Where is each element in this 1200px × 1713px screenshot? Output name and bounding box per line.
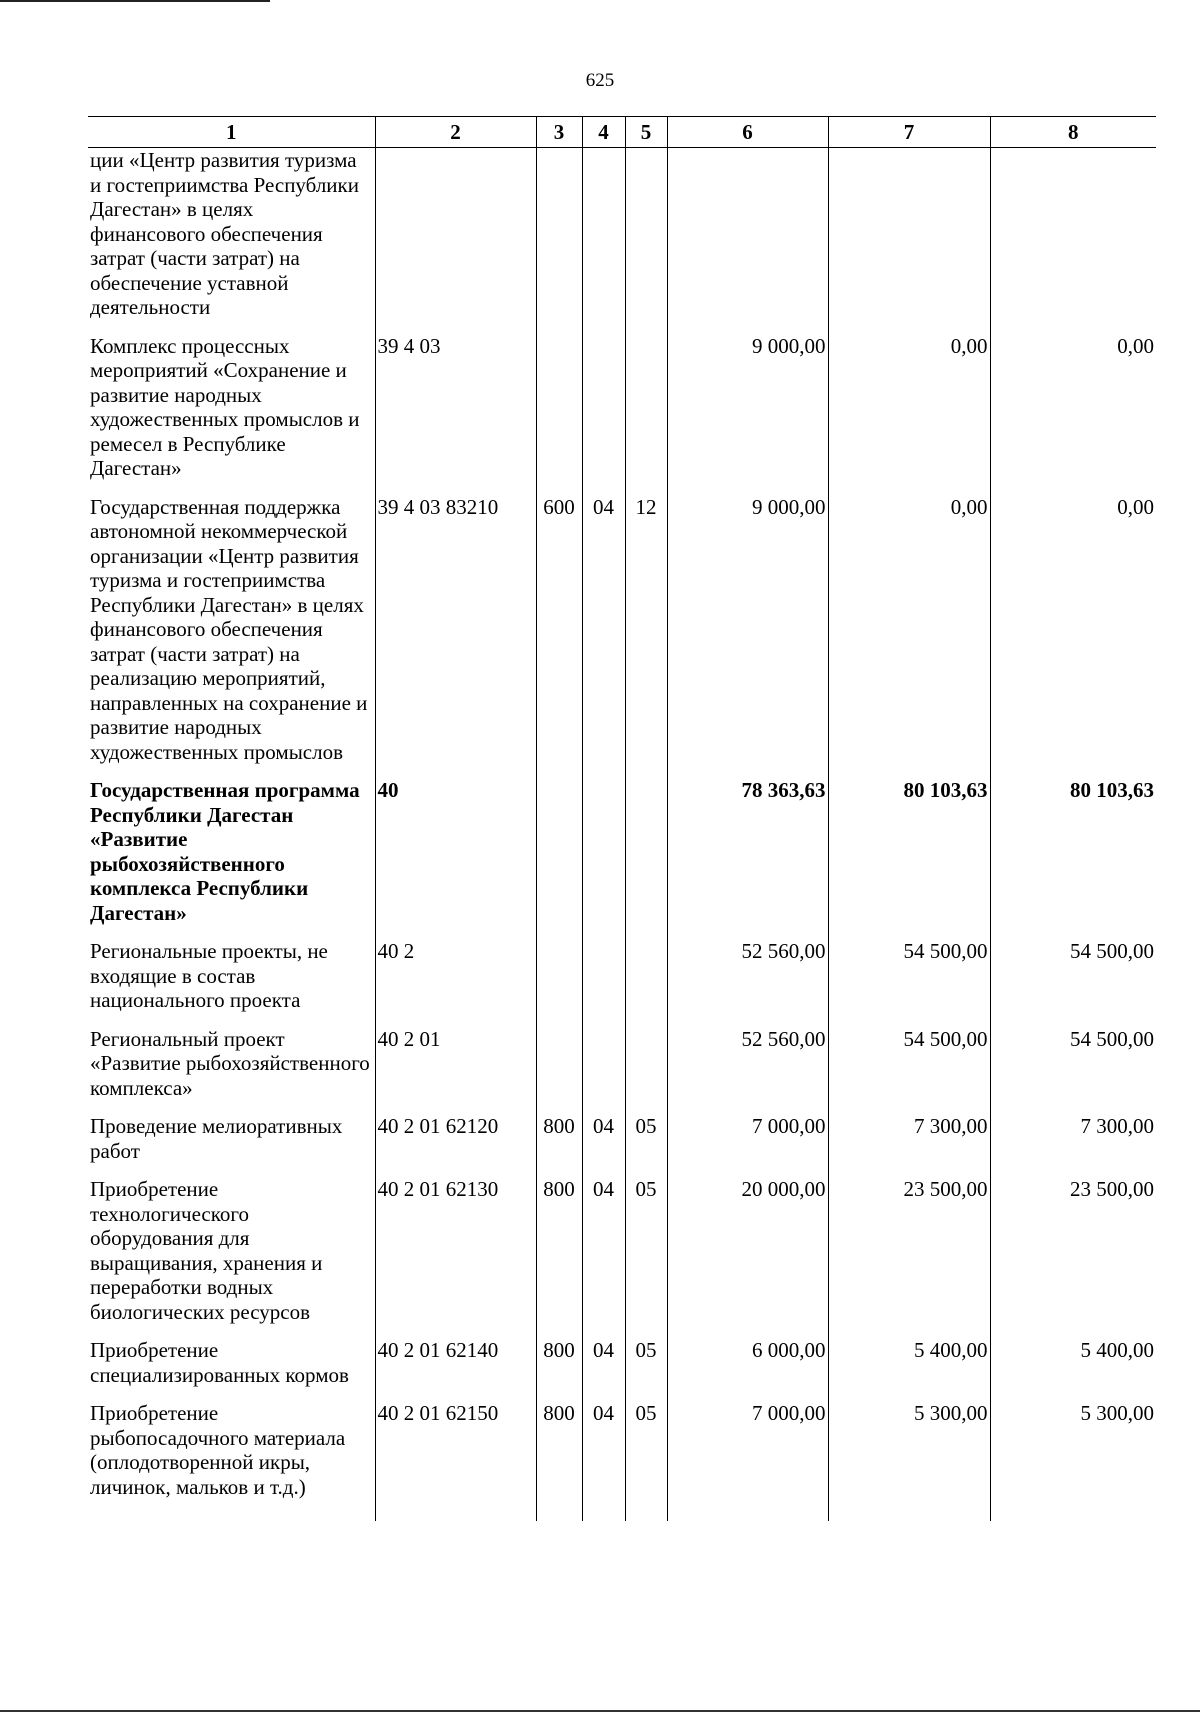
row-spacer [88,1163,1156,1177]
spacer-cell [990,925,1156,939]
row-code-cell: 40 2 01 [375,1027,536,1101]
row-value-7-cell: 0,00 [828,334,990,481]
row-c3-cell [536,334,582,481]
table-body [88,148,1156,1522]
spacer-cell [582,1324,625,1338]
spacer-cell [667,764,828,778]
row-value-6-cell: 9 000,00 [667,495,828,765]
spacer-cell [536,320,582,334]
spacer-cell [990,320,1156,334]
spacer-cell [828,320,990,334]
spacer-cell [667,320,828,334]
spacer-cell [375,1163,536,1177]
spacer-cell [828,481,990,495]
row-code-cell: 39 4 03 83210 [375,495,536,765]
scan-edge-bottom [0,1710,1200,1712]
row-value-7-cell: 7 300,00 [828,1114,990,1163]
spacer-cell [667,1387,828,1401]
spacer-cell [88,1387,375,1401]
table-row [88,1027,1156,1101]
row-c4-cell: 04 [582,495,625,765]
spacer-cell [375,1324,536,1338]
row-value-8-cell [990,148,1156,320]
row-value-7-cell: 54 500,00 [828,1027,990,1101]
spacer-cell [536,1013,582,1027]
table-row [88,1177,1156,1324]
spacer-cell [828,764,990,778]
spacer-cell [536,1324,582,1338]
column-header: 6 [667,117,828,148]
row-code-cell: 40 2 01 62130 [375,1177,536,1324]
row-value-7-cell: 80 103,63 [828,778,990,925]
spacer-cell [536,481,582,495]
row-name-cell: ции «Центр развития туризма и гостеприимства Республики Дагестан» в целях финансового обеспечения затрат (части затрат) на обеспечение уставной деятельности [90,148,359,319]
row-value-8-cell: 23 500,00 [990,1177,1156,1324]
row-value-8-cell: 0,00 [990,495,1156,765]
row-value-6-cell: 20 000,00 [667,1177,828,1324]
row-value-8-cell: 54 500,00 [990,939,1156,1013]
row-value-8-cell: 5 400,00 [990,1338,1156,1387]
spacer-cell [828,1013,990,1027]
row-name-cell: Региональный проект «Развитие рыбохозяйственного комплекса» [90,1026,370,1100]
spacer-cell [625,1100,667,1114]
row-spacer [88,1324,1156,1338]
spacer-cell [990,481,1156,495]
table-row [88,1338,1156,1387]
row-value-8-cell: 5 300,00 [990,1401,1156,1521]
spacer-cell [536,1163,582,1177]
spacer-cell [88,764,375,778]
budget-table [88,116,1156,1521]
row-spacer [88,1387,1156,1401]
row-c5-cell [625,148,667,320]
row-c3-cell [536,939,582,1013]
row-name-cell: Приобретение технологического оборудования для выращивания, хранения и переработки водных биологических ресурсов [90,1177,323,1324]
row-c4-cell [582,148,625,320]
spacer-cell [536,764,582,778]
row-c5-cell: 05 [625,1338,667,1387]
spacer-cell [667,1100,828,1114]
spacer-cell [582,925,625,939]
spacer-cell [88,1163,375,1177]
spacer-cell [667,1013,828,1027]
spacer-cell [582,481,625,495]
row-name-cell: Приобретение рыбопосадочного материала (оплодотворенной икры, личинок, мальков и т.д.) [90,1401,346,1499]
spacer-cell [828,1387,990,1401]
table-row [88,1114,1156,1163]
spacer-cell [88,1324,375,1338]
spacer-cell [582,320,625,334]
spacer-cell [375,764,536,778]
row-c4-cell: 04 [582,1177,625,1324]
spacer-cell [375,1387,536,1401]
column-header: 8 [990,117,1156,148]
spacer-cell [625,481,667,495]
table-row [88,148,1156,320]
row-value-7-cell [828,148,990,320]
page-number: 625 [585,70,615,91]
spacer-cell [828,925,990,939]
row-value-6-cell: 52 560,00 [667,1027,828,1101]
row-name-cell: Проведение мелиоративных работ [90,1114,343,1163]
spacer-cell [990,1163,1156,1177]
row-name-cell: Приобретение специализированных кормов [90,1338,349,1387]
row-value-7-cell: 0,00 [828,495,990,765]
spacer-cell [88,1100,375,1114]
row-c5-cell: 05 [625,1401,667,1521]
spacer-cell [667,1163,828,1177]
row-c4-cell [582,334,625,481]
row-spacer [88,925,1156,939]
row-name-cell: Комплекс процессных мероприятий «Сохранение и развитие народных художественных промыслов и ремесел в Республике Дагестан» [90,333,360,480]
spacer-cell [625,1324,667,1338]
header-row [88,117,1156,148]
row-name-cell: Государственная программа Республики Дагестан «Развитие рыбохозяйственного комплекса Республики Дагестан» [90,778,360,925]
row-spacer [88,320,1156,334]
spacer-cell [582,1013,625,1027]
spacer-cell [582,764,625,778]
spacer-cell [990,764,1156,778]
row-value-8-cell: 0,00 [990,334,1156,481]
row-c4-cell [582,1027,625,1101]
row-c3-cell: 800 [536,1338,582,1387]
row-c3-cell: 800 [536,1401,582,1521]
row-name-cell: Государственная поддержка автономной некоммерческой организации «Центр развития туризма и гостеприимства Республики Дагестан» в целях финансового обеспечения затрат (части затрат) на реализацию мероприятий, направленных на сохранение и развитие народных художественных промыслов [90,494,368,764]
row-name-cell: Региональные проекты, не входящие в состав национального проекта [90,939,328,1012]
row-c5-cell: 05 [625,1114,667,1163]
row-c4-cell: 04 [582,1114,625,1163]
spacer-cell [536,1100,582,1114]
scan-edge-top [0,0,270,2]
spacer-cell [536,925,582,939]
row-value-8-cell: 7 300,00 [990,1114,1156,1163]
spacer-cell [667,925,828,939]
row-c5-cell [625,334,667,481]
row-value-6-cell: 7 000,00 [667,1114,828,1163]
row-value-7-cell: 5 400,00 [828,1338,990,1387]
row-code-cell: 40 [375,778,536,925]
spacer-cell [990,1387,1156,1401]
row-c5-cell [625,778,667,925]
spacer-cell [625,1387,667,1401]
spacer-cell [582,1387,625,1401]
row-c5-cell [625,1027,667,1101]
spacer-cell [990,1324,1156,1338]
row-c5-cell: 12 [625,495,667,765]
spacer-cell [88,481,375,495]
table-row [88,939,1156,1013]
row-value-7-cell: 5 300,00 [828,1401,990,1521]
spacer-cell [625,320,667,334]
spacer-cell [990,1100,1156,1114]
row-code-cell: 40 2 01 62140 [375,1338,536,1387]
column-header: 7 [828,117,990,148]
spacer-cell [375,320,536,334]
spacer-cell [625,1013,667,1027]
spacer-cell [828,1163,990,1177]
column-header: 3 [536,117,582,148]
spacer-cell [88,1013,375,1027]
row-spacer [88,1013,1156,1027]
spacer-cell [88,925,375,939]
row-c4-cell [582,778,625,925]
table-row [88,1401,1156,1521]
spacer-cell [667,481,828,495]
row-value-6-cell: 78 363,63 [667,778,828,925]
column-header: 4 [582,117,625,148]
row-value-8-cell: 80 103,63 [990,778,1156,925]
row-value-6-cell: 52 560,00 [667,939,828,1013]
row-c3-cell [536,1027,582,1101]
row-value-6-cell: 6 000,00 [667,1338,828,1387]
column-header: 5 [625,117,667,148]
spacer-cell [375,925,536,939]
row-spacer [88,481,1156,495]
row-c4-cell: 04 [582,1401,625,1521]
spacer-cell [828,1100,990,1114]
spacer-cell [828,1324,990,1338]
spacer-cell [625,764,667,778]
spacer-cell [88,320,375,334]
row-c4-cell: 04 [582,1338,625,1387]
row-c3-cell: 600 [536,495,582,765]
column-header: 2 [375,117,536,148]
table-row [88,778,1156,925]
row-c3-cell: 800 [536,1177,582,1324]
spacer-cell [582,1100,625,1114]
row-c5-cell [625,939,667,1013]
table-row [88,334,1156,481]
row-c4-cell [582,939,625,1013]
table-row [88,495,1156,765]
row-c3-cell: 800 [536,1114,582,1163]
row-code-cell: 40 2 01 62120 [375,1114,536,1163]
row-spacer [88,1100,1156,1114]
column-header: 1 [88,117,375,148]
spacer-cell [625,925,667,939]
row-c3-cell [536,778,582,925]
spacer-cell [667,1324,828,1338]
spacer-cell [375,481,536,495]
row-spacer [88,764,1156,778]
row-code-cell: 40 2 01 62150 [375,1401,536,1521]
row-value-7-cell: 54 500,00 [828,939,990,1013]
row-value-7-cell: 23 500,00 [828,1177,990,1324]
spacer-cell [990,1013,1156,1027]
row-value-8-cell: 54 500,00 [990,1027,1156,1101]
row-c3-cell [536,148,582,320]
spacer-cell [582,1163,625,1177]
spacer-cell [625,1163,667,1177]
spacer-cell [375,1013,536,1027]
row-value-6-cell: 7 000,00 [667,1401,828,1521]
row-c5-cell: 05 [625,1177,667,1324]
row-value-6-cell: 9 000,00 [667,334,828,481]
row-code-cell: 39 4 03 [375,334,536,481]
spacer-cell [536,1387,582,1401]
row-code-cell [375,148,536,320]
spacer-cell [375,1100,536,1114]
row-value-6-cell [667,148,828,320]
row-code-cell: 40 2 [375,939,536,1013]
